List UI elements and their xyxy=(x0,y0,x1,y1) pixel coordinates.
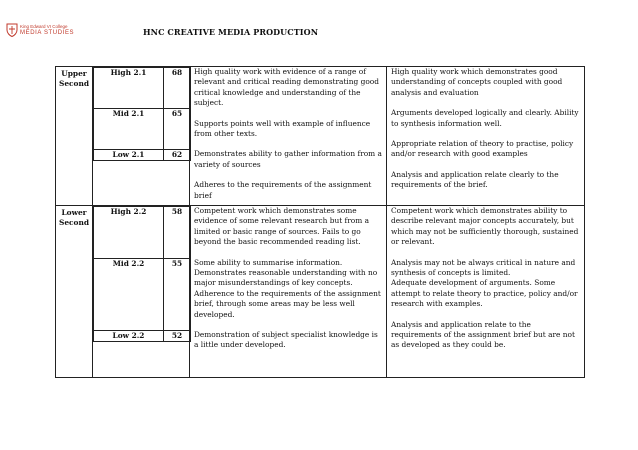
grade-label: Mid 2.1 xyxy=(94,109,164,150)
grades-cell xyxy=(93,206,190,378)
criteria-paragraph: Analysis and application relate to the requirements of the assignment brief but are not as developed as they could be. xyxy=(391,319,575,350)
page-title: HNC CREATIVE MEDIA PRODUCTION xyxy=(143,27,319,37)
criteria-knowledge-cell xyxy=(190,67,387,206)
criteria-paragraph: Supports points well with example of influence from other texts. xyxy=(194,118,371,139)
criteria-paragraph: Adheres to the requirements of the assignment brief xyxy=(194,180,372,200)
criteria-paragraph: Some ability to summarise information. Demonstrates reasonable understanding with no major misunderstandings of key concepts. Adherence to the requirements of the assignment brief, through some areas may be less well developed. xyxy=(194,257,381,319)
grade-label: Low 2.1 xyxy=(94,150,164,161)
criteria-paragraph: Analysis may not be always critical in nature and synthesis of concepts is limited. xyxy=(391,257,576,278)
band-name-line: Second xyxy=(58,79,89,89)
band-name-line: Second xyxy=(58,218,89,228)
grade-row xyxy=(94,150,191,161)
band-row-lower-second xyxy=(56,206,585,378)
grade-label: Low 2.2 xyxy=(94,331,164,342)
band-row-upper-second xyxy=(56,67,585,206)
criteria-paragraph: Demonstration of subject specialist knowledge is a little under developed. xyxy=(194,330,378,350)
grade-label: High 2.1 xyxy=(94,68,164,109)
band-name-line: Lower xyxy=(61,208,87,217)
criteria-paragraph: Analysis and application relate clearly to the requirements of the brief. xyxy=(391,169,559,190)
criteria-analysis-cell xyxy=(387,206,585,378)
grade-mark: 52 xyxy=(164,331,191,342)
criteria-paragraph: Adequate development of arguments. Some attempt to relate theory to practice, policy and/or research with examples. xyxy=(391,278,578,309)
criteria-knowledge-cell xyxy=(190,206,387,378)
grade-row xyxy=(94,259,191,331)
criteria-paragraph: Competent work which demonstrates ability to describe relevant major concepts accurately, but which may not be sufficiently thorough, sustained or relevant. xyxy=(391,206,579,247)
band-name-cell xyxy=(56,67,93,206)
grade-mark: 62 xyxy=(164,150,191,161)
grade-mark: 58 xyxy=(164,207,191,259)
grade-list xyxy=(93,206,191,342)
grade-row xyxy=(94,207,191,259)
grading-rubric-table xyxy=(55,66,585,378)
grade-mark: 55 xyxy=(164,259,191,331)
college-logo xyxy=(6,22,75,40)
crest-icon xyxy=(6,23,18,37)
grade-row xyxy=(94,68,191,109)
grade-label: Mid 2.2 xyxy=(94,259,164,331)
grade-list xyxy=(93,67,191,161)
criteria-paragraph: High quality work which demonstrates good understanding of concepts coupled with good analysis and evaluation xyxy=(391,67,563,97)
grade-row xyxy=(94,331,191,342)
grade-mark: 65 xyxy=(164,109,191,150)
logo-college-name: King Edward VI College xyxy=(20,24,68,29)
criteria-paragraph: Arguments developed logically and clearly. Ability to synthesis information well. xyxy=(391,108,579,128)
band-name-line: Upper xyxy=(61,69,87,78)
grades-cell xyxy=(93,67,190,206)
grade-label: High 2.2 xyxy=(94,207,164,259)
criteria-paragraph: Demonstrates ability to gather information from a variety of sources xyxy=(194,149,382,169)
criteria-paragraph: High quality work with evidence of a range of relevant and critical reading demonstrating good critical knowledge and understanding of the subject. xyxy=(194,67,379,108)
band-name-cell xyxy=(56,206,93,378)
logo-department: MEDIA STUDIES xyxy=(20,30,75,36)
grade-mark: 68 xyxy=(164,68,191,109)
criteria-paragraph: Appropriate relation of theory to practise, policy and/or research with good examples xyxy=(391,139,574,159)
grade-row xyxy=(94,109,191,150)
criteria-analysis-cell xyxy=(387,67,585,206)
criteria-paragraph: Competent work which demonstrates some evidence of some relevant research but from a limited or basic range of sources. Fails to go beyond the basic recommended reading list. xyxy=(194,206,370,247)
